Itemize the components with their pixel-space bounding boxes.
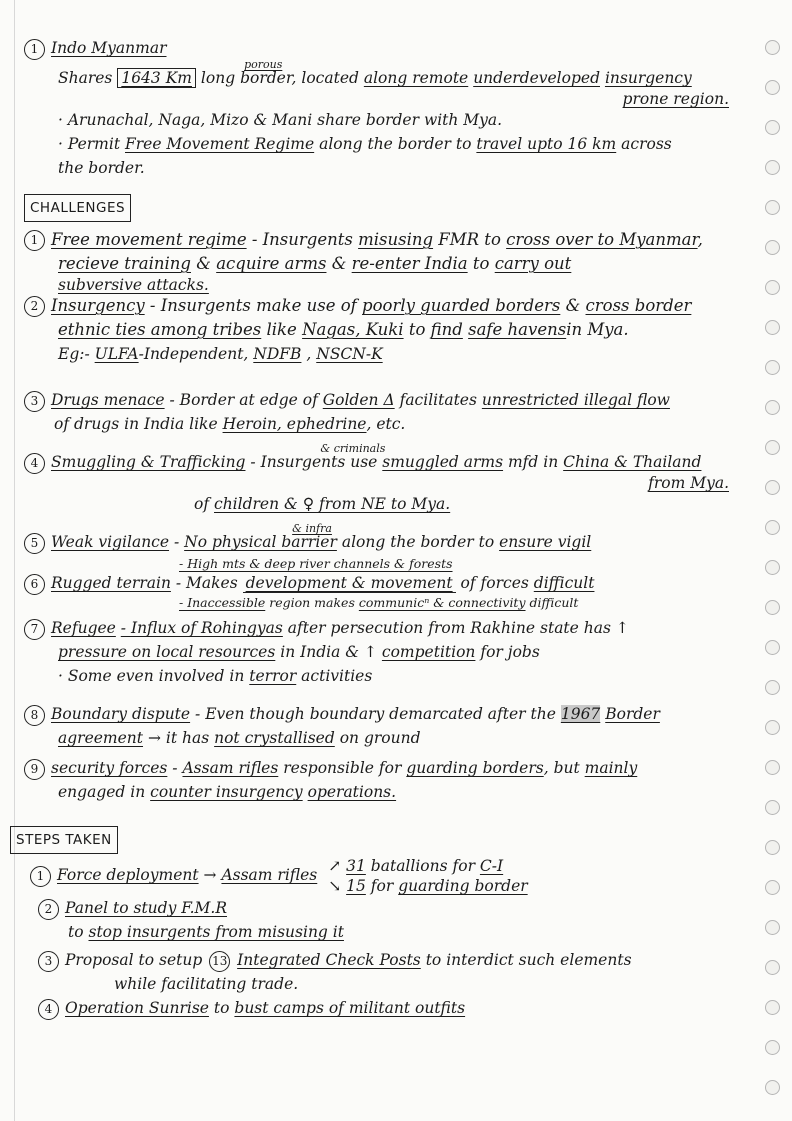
challenge-7-line-3	[24, 664, 759, 688]
text: the border.	[58, 159, 145, 177]
intro-line-3: · Permit Free Movement Regime along the border to travel upto 16 km across	[58, 135, 672, 153]
text: of drugs in India like	[54, 415, 218, 433]
steps-heading-line	[10, 826, 759, 854]
text: to	[213, 999, 230, 1017]
item-number: 5	[24, 533, 45, 554]
item-number: 1	[24, 230, 45, 251]
text: long	[200, 69, 236, 87]
step-3-line-2	[24, 972, 759, 996]
text: ,	[306, 345, 312, 363]
challenge-title: Smuggling & Trafficking	[51, 453, 246, 471]
text: stop insurgents from misusing it	[88, 923, 344, 941]
annotation-criminals: & criminals	[320, 442, 386, 455]
challenge-2	[24, 294, 759, 318]
text: poorly guarded borders	[362, 296, 561, 315]
binder-hole	[765, 840, 780, 855]
text: along the border to	[341, 533, 495, 551]
challenge-2-line-3	[24, 342, 759, 366]
text: Assam rifles	[221, 866, 318, 884]
challenge-1	[24, 228, 759, 252]
text: mainly	[584, 759, 638, 777]
text: - Even though boundary demarcated after the	[195, 705, 556, 723]
text: while facilitating trade.	[114, 975, 299, 993]
text: Arunachal, Naga, Mizo & Mani share border with Mya.	[67, 111, 503, 129]
binder-hole	[765, 720, 780, 735]
intro-line-1b	[24, 90, 759, 108]
challenge-title: Rugged terrain	[51, 574, 171, 592]
challenge-9	[24, 756, 759, 780]
notes-content	[16, 36, 759, 1020]
binder-hole	[765, 1000, 780, 1015]
text: - Inaccessible	[179, 595, 266, 610]
text: difficult	[529, 595, 579, 610]
text: to	[408, 320, 426, 339]
text: mfd in	[507, 453, 559, 471]
binder-hole	[765, 440, 780, 455]
text: in India & ↑	[280, 643, 377, 661]
binder-hole	[765, 400, 780, 415]
text: for jobs	[480, 643, 540, 661]
item-number: 2	[24, 296, 45, 317]
text: China & Thailand	[563, 453, 702, 471]
text: ULFA	[94, 345, 139, 363]
text: communicⁿ & connectivity	[358, 595, 526, 610]
steps-heading: STEPS TAKEN	[10, 826, 118, 854]
text: children & ♀ from NE to Mya.	[214, 495, 451, 513]
step-2	[24, 896, 759, 920]
text: terror	[249, 667, 297, 685]
challenge-2-line-2	[24, 318, 759, 342]
binder-hole	[765, 560, 780, 575]
challenge-3-line-2	[24, 412, 759, 436]
text: batallions for	[370, 857, 475, 875]
binder-hole	[765, 880, 780, 895]
binder-hole	[765, 520, 780, 535]
branch-1: ↗ 31 batallions for C-I	[328, 857, 504, 875]
margin-line	[14, 0, 15, 1121]
text: Eg:-	[58, 345, 90, 363]
text: subversive attacks.	[58, 276, 209, 294]
text: - Insurgents use	[250, 453, 378, 471]
challenge-1-line-3	[24, 276, 759, 294]
text: of forces	[460, 574, 529, 592]
text: development & movement	[243, 574, 456, 593]
step-title: Panel to study F.M.R	[65, 899, 228, 917]
text: for	[370, 877, 394, 895]
arrow: →	[203, 866, 217, 884]
text: &	[565, 296, 581, 315]
challenge-8	[24, 702, 759, 726]
text: → it has	[147, 729, 210, 747]
challenge-6-sub-3	[24, 595, 759, 610]
text: pressure on local resources	[58, 643, 276, 661]
intro-line-2: · Arunachal, Naga, Mizo & Mani share border with Mya.	[58, 111, 503, 129]
item-number: 8	[24, 705, 45, 726]
text: - Insurgents	[251, 230, 353, 249]
binder-hole	[765, 160, 780, 175]
text: -	[173, 533, 180, 551]
text: Proposal to setup	[65, 951, 203, 969]
text: along remote	[363, 69, 469, 87]
text: prone region.	[622, 90, 729, 108]
step-1-branches	[328, 856, 527, 896]
text: operations.	[307, 783, 397, 801]
binder-hole	[765, 40, 780, 55]
challenge-4-line-2	[24, 474, 759, 492]
text: recieve training	[58, 254, 191, 273]
count-circle: 13	[209, 951, 230, 972]
text: -Independent,	[138, 345, 249, 363]
text: across	[621, 135, 672, 153]
binder-hole	[765, 920, 780, 935]
binder-hole	[765, 600, 780, 615]
border-length: 1643 Km	[117, 68, 196, 88]
text: , etc.	[366, 415, 406, 433]
binder-hole	[765, 120, 780, 135]
text: guarding border	[398, 877, 528, 895]
text: on ground	[339, 729, 421, 747]
challenge-4-line-3	[24, 492, 759, 516]
text: along the border to	[319, 135, 472, 153]
text: · Some even involved in	[58, 667, 245, 685]
annotation-porous: porous	[244, 58, 283, 71]
step-4	[24, 996, 759, 1020]
text: difficult	[533, 574, 595, 592]
text: NSCN-K	[316, 345, 383, 363]
binder-hole	[765, 1040, 780, 1055]
challenge-3	[24, 388, 759, 412]
challenge-title: Drugs menace	[51, 391, 165, 409]
text: &	[196, 254, 211, 273]
text: of	[194, 495, 210, 513]
challenge-title: Weak vigilance	[51, 533, 170, 551]
text: 31	[346, 857, 366, 875]
text: find	[430, 320, 463, 339]
text: smuggled arms	[382, 453, 504, 471]
text: activities	[301, 667, 373, 685]
binder-hole	[765, 200, 780, 215]
binder-hole	[765, 800, 780, 815]
text: Shares	[58, 69, 113, 87]
text: - High mts & deep river channels & forests	[179, 556, 453, 571]
intro-line-1	[24, 58, 759, 90]
text: cross border	[585, 296, 692, 315]
item-number: 1	[30, 866, 51, 887]
item-number: 4	[24, 453, 45, 474]
challenge-title: security forces	[51, 759, 168, 777]
text: cross over to Myanmar	[506, 230, 698, 249]
item-number: 3	[38, 951, 59, 972]
section-title: Indo Myanmar	[51, 39, 167, 57]
challenge-title: Boundary dispute	[51, 705, 191, 723]
text: - Makes	[175, 574, 238, 592]
text: guarding borders	[406, 759, 544, 777]
binder-hole	[765, 280, 780, 295]
item-number: 6	[24, 574, 45, 595]
text: 1967	[560, 705, 601, 723]
annotation-infra: & infra	[292, 522, 332, 535]
text: Free Movement Regime	[125, 135, 315, 153]
challenges-heading-line	[24, 194, 759, 222]
text: Border	[605, 705, 660, 723]
text: 15	[346, 877, 366, 895]
item-number: 2	[38, 899, 59, 920]
intro-line-3b	[24, 156, 759, 180]
text: responsible for	[283, 759, 402, 777]
challenge-title: Free movement regime	[51, 230, 247, 249]
text: after persecution from Rakhine state has ↑	[287, 619, 629, 637]
step-2-line-2	[24, 920, 759, 944]
text: to interdict such elements	[425, 951, 632, 969]
text: NDFB	[253, 345, 302, 363]
text: ,	[697, 230, 703, 249]
step-1	[24, 856, 759, 896]
challenge-title: Refugee	[51, 619, 116, 637]
text: Heroin, ephedrine	[222, 415, 367, 433]
text: insurgency	[604, 69, 692, 87]
text: acquire arms	[216, 254, 327, 273]
binder-hole	[765, 680, 780, 695]
challenge-5	[24, 522, 759, 554]
binder-hole	[765, 480, 780, 495]
text: competition	[381, 643, 476, 661]
text: safe havens	[468, 320, 567, 339]
binder-hole	[765, 960, 780, 975]
binder-hole	[765, 240, 780, 255]
text: , but	[543, 759, 580, 777]
branch-2: ↘ 15 for guarding border	[328, 877, 528, 895]
challenge-title: Insurgency	[51, 296, 145, 315]
challenge-8-line-2	[24, 726, 759, 750]
text: Assam rifles	[182, 759, 279, 777]
text: ensure vigil	[499, 533, 592, 551]
text: bust camps of militant outfits	[234, 999, 466, 1017]
text: C-I	[479, 857, 504, 875]
challenge-6-sub-1	[24, 556, 759, 571]
text: unrestricted illegal flow	[481, 391, 670, 409]
text: Integrated Check Posts	[237, 951, 421, 969]
text: region makes	[269, 595, 355, 610]
item-number: 3	[24, 391, 45, 412]
intro-title-line	[24, 36, 759, 60]
step-title: Operation Sunrise	[65, 999, 209, 1017]
text: Permit	[67, 135, 121, 153]
text: in Mya.	[566, 320, 629, 339]
text: &	[331, 254, 347, 273]
text: - Insurgents make use of	[149, 296, 357, 315]
item-number: 9	[24, 759, 45, 780]
item-number: 7	[24, 619, 45, 640]
challenge-6	[24, 571, 759, 595]
item-number: 1	[24, 39, 45, 60]
item-number: 4	[38, 999, 59, 1020]
text: Golden Δ	[322, 391, 395, 409]
text: No physical barrier	[184, 533, 337, 551]
text: carry out	[494, 254, 572, 273]
text: ethnic ties among tribes	[58, 320, 262, 339]
binder-hole	[765, 1080, 780, 1095]
text: underdeveloped	[473, 69, 600, 87]
binder-hole	[765, 640, 780, 655]
text: Nagas, Kuki	[302, 320, 404, 339]
challenge-1-line-2	[24, 252, 759, 276]
text: to	[472, 254, 490, 273]
challenge-4	[24, 442, 759, 474]
challenge-7-line-2	[24, 640, 759, 664]
binder-hole	[765, 360, 780, 375]
text: - Influx of Rohingyas	[120, 619, 283, 637]
text: facilitates	[399, 391, 477, 409]
challenge-7	[24, 616, 759, 640]
text: engaged in	[58, 783, 146, 801]
binder-hole	[765, 320, 780, 335]
text: from Mya.	[648, 474, 729, 492]
text: travel upto 16 km	[476, 135, 617, 153]
text: agreement	[58, 729, 144, 747]
text: to	[68, 923, 84, 941]
text: -	[172, 759, 178, 777]
challenges-heading: CHALLENGES	[24, 194, 131, 222]
text: not crystallised	[214, 729, 335, 747]
step-title: Force deployment	[57, 866, 199, 884]
step-3	[24, 948, 759, 972]
binder-hole	[765, 760, 780, 775]
text: - Border at edge of	[169, 391, 318, 409]
challenge-9-line-2	[24, 780, 759, 804]
text: re-enter India	[351, 254, 468, 273]
text: misusing	[358, 230, 434, 249]
text: counter insurgency	[150, 783, 303, 801]
binder-hole	[765, 80, 780, 95]
text: FMR to	[438, 230, 501, 249]
text: like	[266, 320, 297, 339]
text: border, located	[240, 69, 359, 87]
